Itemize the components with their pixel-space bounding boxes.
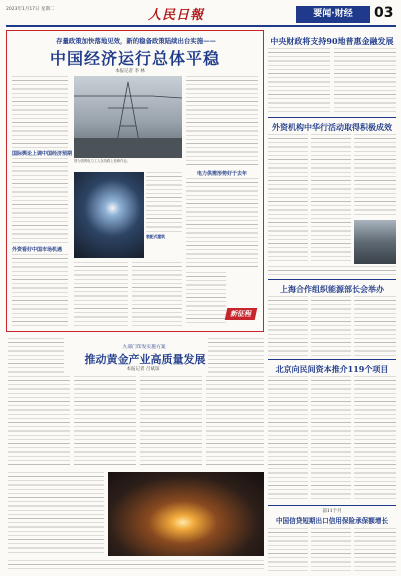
lead-headline[interactable]: 中国经济运行总体平稳 xyxy=(49,49,220,68)
lead-kicker: 存量政策加快落地见效，新的稳备政策陆续出台实施—— xyxy=(56,37,216,45)
right-story-5-kicker: 前11个月 xyxy=(322,509,342,514)
lower-byline: 本报记者 吕斌琼 xyxy=(126,367,160,372)
lead-text-col-2b xyxy=(132,262,182,326)
lead-photo-welding[interactable] xyxy=(74,172,144,258)
right-story-3-text-c xyxy=(354,296,396,356)
lead-text-col-3c xyxy=(186,272,226,326)
section-tag: 要闻·财经 xyxy=(296,6,370,23)
newspaper-logo: 人民日報 xyxy=(148,8,205,23)
lower-photo-caption xyxy=(8,560,264,572)
right-story-4-text-a xyxy=(268,376,308,502)
lower-headline[interactable]: 推动黄金产业高质量发展 xyxy=(84,353,206,366)
right-story-3-text-a xyxy=(268,296,308,356)
right-story-4-headline[interactable]: 北京向民间资本推介119个项目 xyxy=(275,364,389,374)
right-story-4-text-b xyxy=(311,376,351,502)
new-journey-badge: 新征程 xyxy=(225,308,258,320)
masthead-date: 2023年1月17日 星期二 xyxy=(6,7,55,12)
right-divider-3 xyxy=(268,359,396,360)
right-story-2-headline[interactable]: 外资机构中华行活动取得积极成效 xyxy=(272,122,392,132)
lead-text-col-1a xyxy=(12,76,68,148)
right-story-2-text-b xyxy=(311,134,351,264)
lower-photo-gold-pouring[interactable] xyxy=(108,472,264,556)
right-story-1-text-b xyxy=(334,48,396,114)
lead-subhead-3: 电力供需形势好于去年 xyxy=(196,171,247,177)
lower-kicker: 九部门印发实施方案 xyxy=(122,345,166,350)
right-story-5-text-a xyxy=(268,528,308,572)
right-story-3-headline[interactable]: 上海合作组织能源部长会举办 xyxy=(280,284,384,294)
lower-text-col-4 xyxy=(206,376,264,468)
right-story-5-text-c xyxy=(354,528,396,572)
lead-subhead-2: 外资看好中国市场机遇 xyxy=(12,247,63,253)
lower-text-col-1 xyxy=(8,376,70,468)
lead-text-col-1b xyxy=(12,158,68,244)
lower-text-col-5 xyxy=(8,472,104,556)
lower-text-col-2 xyxy=(74,376,136,468)
right-story-3-text-b xyxy=(311,296,351,356)
lead-text-col-2a xyxy=(74,262,128,326)
right-divider-4 xyxy=(268,505,396,506)
lead-photo-power-grid[interactable] xyxy=(74,76,182,158)
right-story-5-headline[interactable]: 中国信贷短期出口信用保险承保额增长 xyxy=(275,517,389,525)
right-story-5-text-b xyxy=(311,528,351,572)
lower-text-col-3 xyxy=(140,376,202,468)
lead-subhead-1: 国际舆论上调中国经济预期 xyxy=(12,151,73,157)
lead-photo-sidebar-text xyxy=(146,172,182,232)
lead-photo-sidebar-label: 装配式建筑 xyxy=(146,234,165,239)
lead-text-col-1c xyxy=(12,254,68,326)
lead-photo-caption: 图为国网电力工人在线路上检修作业。 xyxy=(74,159,131,163)
right-story-2-photo[interactable] xyxy=(354,220,396,264)
lead-text-col-3a xyxy=(186,76,258,168)
right-story-4-text-c xyxy=(354,376,396,502)
power-tower-icon xyxy=(74,76,182,158)
right-story-2-text-a xyxy=(268,134,308,264)
right-story-1-text-a xyxy=(268,48,330,114)
page-number: 03 xyxy=(374,5,394,21)
lower-right-text-top xyxy=(208,338,264,374)
right-story-2-caption xyxy=(268,266,396,276)
right-divider-2 xyxy=(268,279,396,280)
right-divider-1 xyxy=(268,117,396,118)
lead-byline: 本报记者 李 林 xyxy=(115,69,145,74)
lead-text-col-3b xyxy=(186,178,258,270)
right-story-2-text-c xyxy=(354,134,396,216)
header-rule xyxy=(6,25,396,27)
right-story-1-headline[interactable]: 中央财政将支持90地普惠金融发展 xyxy=(270,36,394,46)
